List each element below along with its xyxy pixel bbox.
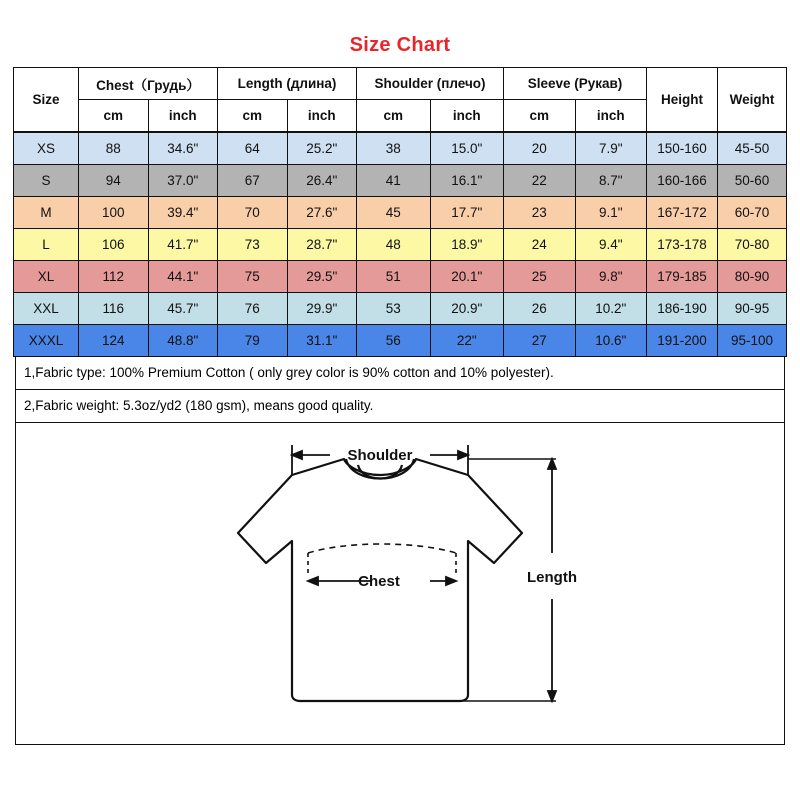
- cell-sleeve-inch: 9.1": [575, 197, 647, 229]
- cell-height: 150-160: [647, 133, 718, 165]
- cell-shoulder-cm: 53: [357, 293, 431, 325]
- unit-header-length-inch: inch: [287, 100, 357, 132]
- cell-weight: 45-50: [718, 133, 787, 165]
- chest-label: Chest: [358, 573, 400, 591]
- cell-sleeve-cm: 27: [504, 325, 576, 357]
- cell-weight: 50-60: [718, 165, 787, 197]
- cell-shoulder-cm: 48: [357, 229, 431, 261]
- cell-height: 173-178: [647, 229, 718, 261]
- cell-weight: 80-90: [718, 261, 787, 293]
- cell-sleeve-cm: 23: [504, 197, 576, 229]
- cell-sleeve-cm: 26: [504, 293, 576, 325]
- unit-header-sleeve-cm: cm: [504, 100, 576, 132]
- note-fabric-weight: 2,Fabric weight: 5.3oz/yd2 (180 gsm), means good quality.: [15, 390, 785, 423]
- cell-sleeve-cm: 20: [504, 133, 576, 165]
- column-header-sleeve: Sleeve (Рукав): [504, 68, 647, 100]
- cell-length-inch: 31.1": [287, 325, 357, 357]
- table-header-row-groups: [14, 68, 787, 100]
- cell-height: 160-166: [647, 165, 718, 197]
- cell-length-inch: 29.5": [287, 261, 357, 293]
- table-row: [14, 197, 787, 229]
- cell-shoulder-inch: 20.1": [430, 261, 504, 293]
- table-row: [14, 325, 787, 357]
- cell-sleeve-inch: 10.6": [575, 325, 647, 357]
- cell-chest-cm: 112: [79, 261, 149, 293]
- cell-length-cm: 64: [218, 133, 288, 165]
- cell-sleeve-inch: 7.9": [575, 133, 647, 165]
- measurement-diagram: [15, 423, 785, 745]
- cell-weight: 60-70: [718, 197, 787, 229]
- cell-height: 179-185: [647, 261, 718, 293]
- cell-length-cm: 73: [218, 229, 288, 261]
- cell-chest-cm: 88: [79, 133, 149, 165]
- cell-size: L: [14, 229, 79, 261]
- cell-sleeve-cm: 24: [504, 229, 576, 261]
- shoulder-label: Shoulder: [347, 447, 413, 465]
- cell-shoulder-cm: 41: [357, 165, 431, 197]
- unit-header-sleeve-inch: inch: [575, 100, 647, 132]
- table-body: [14, 133, 787, 357]
- length-label: Length: [527, 569, 577, 587]
- cell-height: 186-190: [647, 293, 718, 325]
- cell-chest-inch: 41.7": [148, 229, 218, 261]
- unit-header-length-cm: cm: [218, 100, 288, 132]
- cell-height: 167-172: [647, 197, 718, 229]
- note-fabric-type: 1,Fabric type: 100% Premium Cotton ( only grey color is 90% cotton and 10% polyester).: [15, 357, 785, 390]
- cell-chest-inch: 39.4": [148, 197, 218, 229]
- cell-sleeve-inch: 8.7": [575, 165, 647, 197]
- chest-dashed-line-icon: [308, 544, 456, 553]
- cell-shoulder-cm: 51: [357, 261, 431, 293]
- cell-sleeve-inch: 9.8": [575, 261, 647, 293]
- column-header-shoulder: Shoulder (плечо): [357, 68, 504, 100]
- cell-sleeve-inch: 9.4": [575, 229, 647, 261]
- cell-shoulder-inch: 22": [430, 325, 504, 357]
- column-header-weight: Weight: [718, 68, 787, 132]
- cell-size: XL: [14, 261, 79, 293]
- column-header-length: Length (длина): [218, 68, 357, 100]
- cell-chest-cm: 116: [79, 293, 149, 325]
- cell-chest-inch: 44.1": [148, 261, 218, 293]
- table-row: [14, 293, 787, 325]
- tshirt-diagram-svg: [16, 423, 784, 743]
- cell-chest-cm: 94: [79, 165, 149, 197]
- cell-chest-inch: 45.7": [148, 293, 218, 325]
- cell-sleeve-inch: 10.2": [575, 293, 647, 325]
- cell-shoulder-inch: 20.9": [430, 293, 504, 325]
- table-header: [14, 68, 787, 133]
- column-header-size: Size: [14, 68, 79, 132]
- cell-length-cm: 79: [218, 325, 288, 357]
- cell-length-inch: 26.4": [287, 165, 357, 197]
- cell-size: S: [14, 165, 79, 197]
- cell-length-inch: 28.7": [287, 229, 357, 261]
- cell-length-inch: 27.6": [287, 197, 357, 229]
- table-row: [14, 133, 787, 165]
- cell-weight: 70-80: [718, 229, 787, 261]
- cell-shoulder-inch: 16.1": [430, 165, 504, 197]
- page-title: Size Chart: [349, 34, 451, 56]
- cell-weight: 90-95: [718, 293, 787, 325]
- cell-length-cm: 70: [218, 197, 288, 229]
- cell-shoulder-cm: 56: [357, 325, 431, 357]
- column-header-chest: Chest（Грудь）: [79, 68, 218, 100]
- unit-header-shoulder-cm: cm: [357, 100, 431, 132]
- cell-shoulder-inch: 15.0": [430, 133, 504, 165]
- unit-header-chest-cm: cm: [79, 100, 149, 132]
- size-chart-table: [13, 67, 787, 357]
- notes-section: [15, 357, 785, 423]
- cell-size: XXXL: [14, 325, 79, 357]
- table-row: [14, 261, 787, 293]
- cell-chest-cm: 100: [79, 197, 149, 229]
- cell-size: M: [14, 197, 79, 229]
- cell-length-cm: 76: [218, 293, 288, 325]
- cell-shoulder-cm: 45: [357, 197, 431, 229]
- cell-chest-cm: 124: [79, 325, 149, 357]
- cell-size: XS: [14, 133, 79, 165]
- cell-length-inch: 29.9": [287, 293, 357, 325]
- cell-length-cm: 67: [218, 165, 288, 197]
- cell-shoulder-inch: 17.7": [430, 197, 504, 229]
- column-header-height: Height: [647, 68, 718, 132]
- cell-shoulder-inch: 18.9": [430, 229, 504, 261]
- unit-header-chest-inch: inch: [148, 100, 218, 132]
- unit-header-shoulder-inch: inch: [430, 100, 504, 132]
- cell-chest-inch: 34.6": [148, 133, 218, 165]
- cell-chest-inch: 37.0": [148, 165, 218, 197]
- table-row: [14, 229, 787, 261]
- cell-chest-inch: 48.8": [148, 325, 218, 357]
- cell-sleeve-cm: 22: [504, 165, 576, 197]
- cell-sleeve-cm: 25: [504, 261, 576, 293]
- cell-shoulder-cm: 38: [357, 133, 431, 165]
- cell-size: XXL: [14, 293, 79, 325]
- cell-weight: 95-100: [718, 325, 787, 357]
- table-row: [14, 165, 787, 197]
- cell-length-inch: 25.2": [287, 133, 357, 165]
- cell-height: 191-200: [647, 325, 718, 357]
- cell-chest-cm: 106: [79, 229, 149, 261]
- cell-length-cm: 75: [218, 261, 288, 293]
